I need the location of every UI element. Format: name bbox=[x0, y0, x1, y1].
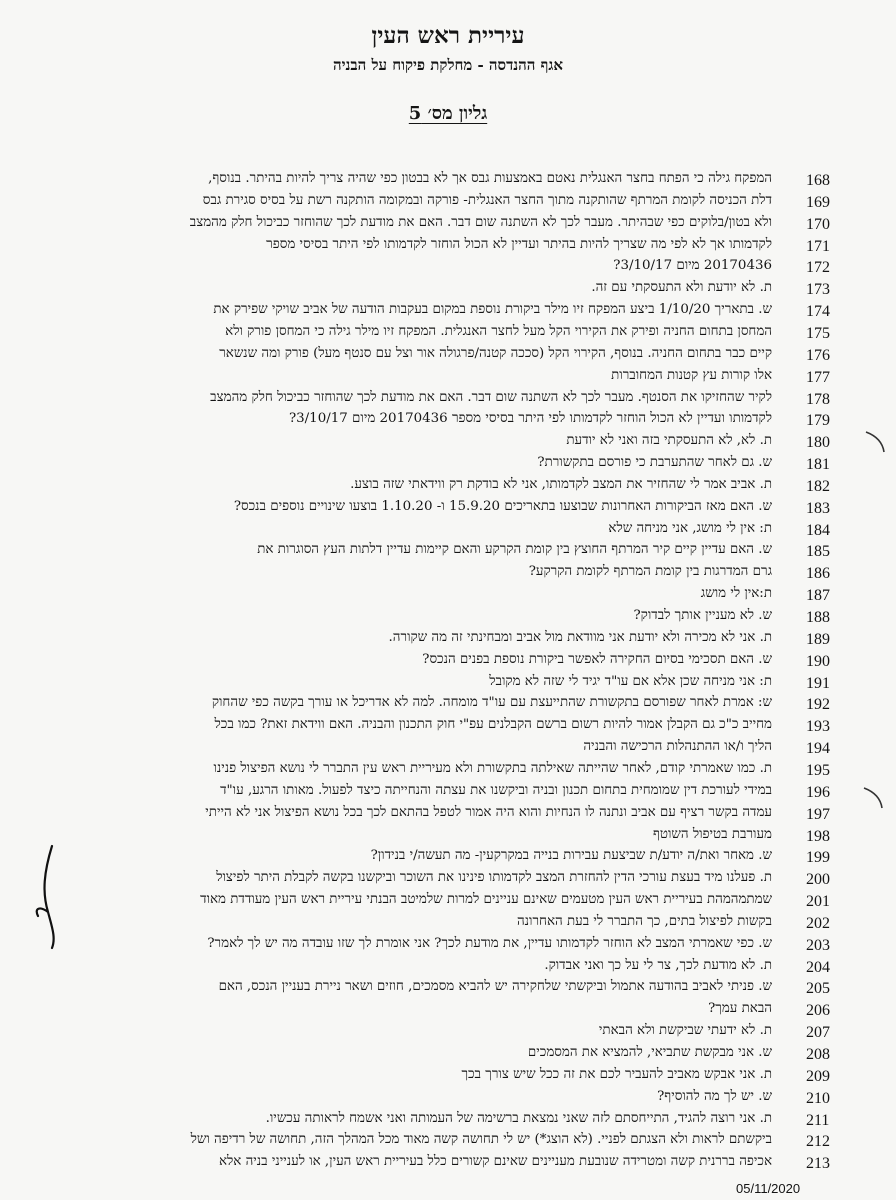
handwritten-margin-signature bbox=[22, 842, 72, 952]
protocol-line bbox=[0, 1022, 896, 1044]
sheet-title-text: גליון מס׳ 5 bbox=[408, 103, 488, 124]
line-number: 177 bbox=[806, 368, 830, 386]
line-text: ת. אני רוצה להגיד, התייחסתם לזה שאני נמצאת ברשימה של העמותה ואני אשמח לראותה עכשיו. bbox=[265, 1110, 772, 1126]
line-number: 176 bbox=[806, 346, 830, 364]
protocol-line bbox=[0, 891, 896, 913]
line-text: המחסן בתחום החניה ופירק את הקירוי הקל מעל לחצר האנגלית. המפקח זיו מילר גילה כי המחסן פורק ולא bbox=[225, 323, 772, 339]
line-text: ש: אמרת לאחר שפורסם בתקשורת שהתייעצת עם עו"ד מומחה. למה לא אדריכל או עורך בקשה כפי שהחוק bbox=[211, 695, 772, 711]
protocol-line bbox=[0, 541, 896, 563]
line-text: ולא בטון/בלוקים כפי שבהיתר. מעבר לכך לא השתנה שום דבר. האם את מודעת לכך שהוחזר כביכול חלק מהמצב bbox=[189, 214, 772, 230]
protocol-line bbox=[0, 454, 896, 476]
protocol-line bbox=[0, 869, 896, 891]
line-number: 208 bbox=[806, 1046, 830, 1063]
protocol-line bbox=[0, 257, 896, 279]
line-number: 182 bbox=[806, 477, 830, 495]
protocol-line bbox=[0, 1153, 896, 1175]
line-number: 181 bbox=[806, 456, 830, 474]
line-text: ש. האם מאז הביקורות האחרונות שבוצעו בתאריכים 15.9.20 ו- 1.10.20 בוצעו שינויים נוספים בנכס? bbox=[233, 498, 772, 514]
line-text: הליך ו/או ההתנהלות הרכישה והבניה bbox=[583, 739, 772, 755]
line-text: ש. לא מעניין אותך לבדוק? bbox=[633, 608, 772, 623]
line-number: 191 bbox=[806, 674, 830, 692]
protocol-line bbox=[0, 1131, 896, 1153]
protocol-line bbox=[0, 826, 896, 848]
line-number: 180 bbox=[806, 434, 830, 452]
line-text: ש. פניתי לאביב בהודעה אתמול וביקשתי שלחקירה יש להביא מסמכים, חוזים ושאר ניירת בעניין הנכס, האם bbox=[218, 979, 772, 995]
line-text: ת. אביב אמר לי שהחזיר את המצב לקדמותו, אני לא בודקת רק ווידאתי שזה בוצע. bbox=[350, 476, 772, 492]
protocol-line bbox=[0, 1000, 896, 1022]
line-text: גרם המדרגות בין קומת המרתף לקומת הקרקע? bbox=[528, 564, 772, 580]
protocol-line bbox=[0, 1110, 896, 1132]
line-text: קיים כבר בתחום החניה. בנוסף, הקירוי הקל (סככה קטנה/פרגולה אור וצל עם סנטף מעל) פורק ומה שנשאר bbox=[219, 345, 772, 361]
line-number: 184 bbox=[806, 521, 830, 539]
line-number: 172 bbox=[806, 259, 830, 277]
protocol-line bbox=[0, 629, 896, 651]
protocol-line bbox=[0, 170, 896, 192]
line-text: ביקשתם לראות ולא הצגתם לפניי. (לא הוצג*) יש לי תחושה קשה מאוד מכל המהלך הזה, תחושה של רדיפה ושל bbox=[190, 1132, 772, 1148]
line-text: ש. בתאריך 1/10/20 ביצע המפקח זיו מילר ביקורת נוספת במקום בעקבות הודעה של אביב שויקי שפירק את bbox=[213, 302, 772, 318]
line-text: ת. כמו שאמרתי קודם, לאחר שהייתה שאילתה בתקשורת ולא מעיריית ראש עין התברר לי נושא הפיצול פנינו bbox=[213, 760, 772, 776]
sheet-title bbox=[0, 103, 896, 124]
line-text: עמדה בקשר רציף עם אביב ונתנה לו הנחיות והוא היה אמור לטפל בהתאם לכך בכל נושא הפיצול אני לא הייתי bbox=[205, 804, 772, 820]
line-text: ש. גם לאחר שהתערבת כי פורסם בתקשורת? bbox=[537, 455, 772, 471]
line-number: 175 bbox=[806, 324, 830, 342]
line-text: במידי לעורכת דין שמומחית בתחום תכנון ובניה וביקשנו את עצתה והנחייתה כיצד לפעול. מאותו הרגע, עו"ד bbox=[220, 782, 772, 798]
protocol-line bbox=[0, 214, 896, 236]
line-number: 185 bbox=[806, 543, 830, 561]
line-text: ש. מאחר ואת/ה יודע/ת שביצעת עבירות בנייה במקרקעין- מה תעשה/י בנידון? bbox=[370, 848, 772, 864]
line-number: 178 bbox=[806, 390, 830, 408]
line-text: בקשות לפיצול בתים, כך התברר לי בעת האחרונה bbox=[516, 913, 772, 929]
line-number: 186 bbox=[806, 565, 830, 583]
line-number: 206 bbox=[806, 1002, 830, 1020]
protocol-line bbox=[0, 389, 896, 411]
line-text: ת. פעלנו מיד בעצת עורכי הדין להחזרת המצב לקדמותו פינינו את השוכר וביקשנו בקשה לקבלת היתר לפיצול bbox=[216, 870, 772, 886]
line-number: 212 bbox=[806, 1133, 830, 1151]
line-number: 196 bbox=[806, 783, 830, 801]
protocol-line bbox=[0, 585, 896, 607]
line-number: 169 bbox=[806, 193, 830, 211]
line-text: ש. האם עדיין קיים קיר המרתף החוצץ בין קומת הקרקע והאם קיימות עדיין דלתות העץ הסוגרות את bbox=[257, 542, 772, 558]
protocol-line bbox=[0, 913, 896, 935]
protocol-line bbox=[0, 978, 896, 1000]
handwritten-bracket-mark bbox=[858, 784, 888, 814]
line-text: ש. כפי שאמרתי המצב לא הוחזר לקדמותו עדיין, את מודעת לכך? אני אומרת לך שזו עובדה מה יש לך לאמר? bbox=[207, 935, 772, 951]
line-number: 195 bbox=[806, 761, 830, 779]
line-number: 173 bbox=[806, 281, 830, 299]
line-text: ת. לא מודעת לכך, צר לי על כך ואני אבדוק. bbox=[544, 957, 772, 973]
municipality-title: עיריית ראש העין bbox=[371, 22, 525, 49]
protocol-line bbox=[0, 476, 896, 498]
line-number: 190 bbox=[806, 652, 830, 670]
protocol-line bbox=[0, 367, 896, 389]
line-number: 174 bbox=[806, 303, 830, 321]
protocol-line bbox=[0, 673, 896, 695]
document-date: 05/11/2020 bbox=[736, 1181, 801, 1196]
protocol-line bbox=[0, 716, 896, 738]
line-text: ת. לא, לא התעסקתי בזה ואני לא יודעת bbox=[566, 433, 772, 449]
line-number: 201 bbox=[806, 893, 830, 911]
protocol-line bbox=[0, 192, 896, 214]
line-text: ש. אני מבקשת שתביאי, להמציא את המסמכים bbox=[527, 1045, 772, 1060]
line-text: מחייב כ"כ גם הקבלן אמור להיות רשום ברשם הקבלנים עפ"י חוק התכנון והבניה. האם ווידאת זאת? כמו בכל bbox=[214, 717, 772, 733]
line-number: 207 bbox=[806, 1024, 830, 1042]
line-text: המפקח גילה כי הפתח בחצר האנגלית נאטם באמצעות גבס אך לא בבטון כפי שהיה צריך להיות בהיתר. בנוסף, bbox=[208, 171, 772, 186]
line-number: 183 bbox=[806, 499, 830, 517]
line-text: לקדמותו אך לא לפי מה שצריך להיות בהיתר ועדיין לא הכול הוחזר לקדמותו לפי היתר בסיסי מספר bbox=[266, 236, 772, 252]
protocol-line bbox=[0, 432, 896, 454]
line-text: הבאת עמך? bbox=[708, 1001, 772, 1017]
protocol-line bbox=[0, 563, 896, 585]
line-text: ת. אני לא מכירה ולא יודעת אני מוודאת מול אביב ומבחינתי זה מה שקורה. bbox=[388, 629, 772, 645]
line-text: ת: אני מניחה שכן אלא אם עו"ד יגיד לי שזה לא מקובל bbox=[489, 673, 772, 689]
protocol-line bbox=[0, 520, 896, 542]
line-number: 203 bbox=[806, 936, 830, 954]
line-text: ת. לא ידעתי שביקשת ולא הבאתי bbox=[598, 1023, 772, 1039]
line-text: לקדמותו ועדיין לא הכול הוחזר לקדמותו לפי היתר בסיסי מספר 20170436 מיום 3/10/17? bbox=[288, 411, 772, 427]
protocol-line bbox=[0, 651, 896, 673]
protocol-line bbox=[0, 236, 896, 258]
protocol-line bbox=[0, 694, 896, 716]
line-text: לקיר שהחזיקו את הסנטף. מעבר לכך לא השתנה שום דבר. האם את מודעת לכך שהוחזר כביכול חלק מהמצב bbox=[210, 389, 772, 405]
handwritten-bracket-mark bbox=[860, 428, 890, 458]
line-number: 199 bbox=[806, 849, 830, 867]
protocol-line bbox=[0, 345, 896, 367]
line-number: 198 bbox=[806, 827, 830, 845]
line-number: 213 bbox=[806, 1155, 830, 1173]
line-number: 194 bbox=[806, 740, 830, 758]
line-number: 204 bbox=[806, 958, 830, 976]
line-number: 209 bbox=[806, 1067, 830, 1085]
protocol-line bbox=[0, 782, 896, 804]
line-text: דלת הכניסה לקומת המרתף שהותקנה מתוך החצר האנגלית- פורקה ובמקומה הותקנה רשת על בסיס סגירת גבס bbox=[202, 192, 772, 208]
line-text: 20170436 מיום 3/10/17? bbox=[613, 258, 772, 274]
protocol-line bbox=[0, 935, 896, 957]
protocol-line bbox=[0, 760, 896, 782]
protocol-line bbox=[0, 607, 896, 629]
line-number: 189 bbox=[806, 630, 830, 648]
line-text: ת: אין לי מושג, אני מניחה שלא bbox=[608, 520, 772, 536]
line-text: ת:אין לי מושג bbox=[700, 586, 772, 602]
line-number: 200 bbox=[806, 871, 830, 889]
protocol-line bbox=[0, 1088, 896, 1110]
protocol-line bbox=[0, 301, 896, 323]
line-number: 170 bbox=[806, 215, 830, 233]
line-text: אלו קורות עץ קטנות המחוברות bbox=[611, 367, 772, 383]
protocol-line bbox=[0, 1066, 896, 1088]
department-subtitle: אגף ההנדסה - מחלקת פיקוח על הבניה bbox=[332, 56, 564, 74]
protocol-line bbox=[0, 323, 896, 345]
line-number: 202 bbox=[806, 914, 830, 932]
protocol-line bbox=[0, 957, 896, 979]
line-number: 205 bbox=[806, 980, 830, 998]
line-number: 188 bbox=[806, 609, 830, 626]
line-number: 187 bbox=[806, 587, 830, 605]
line-text: אכיפה בררנית קשה ומטרידה שנובעת מעניינים שאינם קשורים כלל בעיריית ראש העין, או לענייני בניה אלא bbox=[219, 1154, 772, 1170]
line-number: 193 bbox=[806, 718, 830, 736]
protocol-line bbox=[0, 1044, 896, 1066]
protocol-line bbox=[0, 410, 896, 432]
line-number: 179 bbox=[806, 412, 830, 430]
line-number: 192 bbox=[806, 696, 830, 714]
line-number: 210 bbox=[806, 1089, 830, 1107]
line-number: 171 bbox=[806, 237, 830, 255]
line-number: 168 bbox=[806, 172, 830, 189]
protocol-line bbox=[0, 498, 896, 520]
line-number: 211 bbox=[806, 1111, 830, 1129]
protocol-line bbox=[0, 847, 896, 869]
line-text: ת. אני אבקש מאביב להעביר לכם את זה ככל שיש צורך בכך bbox=[461, 1066, 772, 1082]
line-text: ש. יש לך מה להוסיף? bbox=[657, 1088, 772, 1104]
line-text: ת. לא יודעת ולא התעסקתי עם זה. bbox=[591, 280, 772, 296]
protocol-line bbox=[0, 804, 896, 826]
line-number: 197 bbox=[806, 805, 830, 823]
line-text: שמתמהמהת בעיריית ראש העין מטעמים שאינם עניינים למרות שלמיטב הבנתי עיריית ראש העין מעודדת מאוד bbox=[200, 892, 772, 908]
line-text: מעורבת בטיפול השוטף bbox=[652, 826, 772, 842]
line-text: ש. האם תסכימי בסיום החקירה לאפשר ביקורת נוספת בפנים הנכס? bbox=[422, 651, 772, 667]
protocol-line bbox=[0, 279, 896, 301]
protocol-line bbox=[0, 738, 896, 760]
